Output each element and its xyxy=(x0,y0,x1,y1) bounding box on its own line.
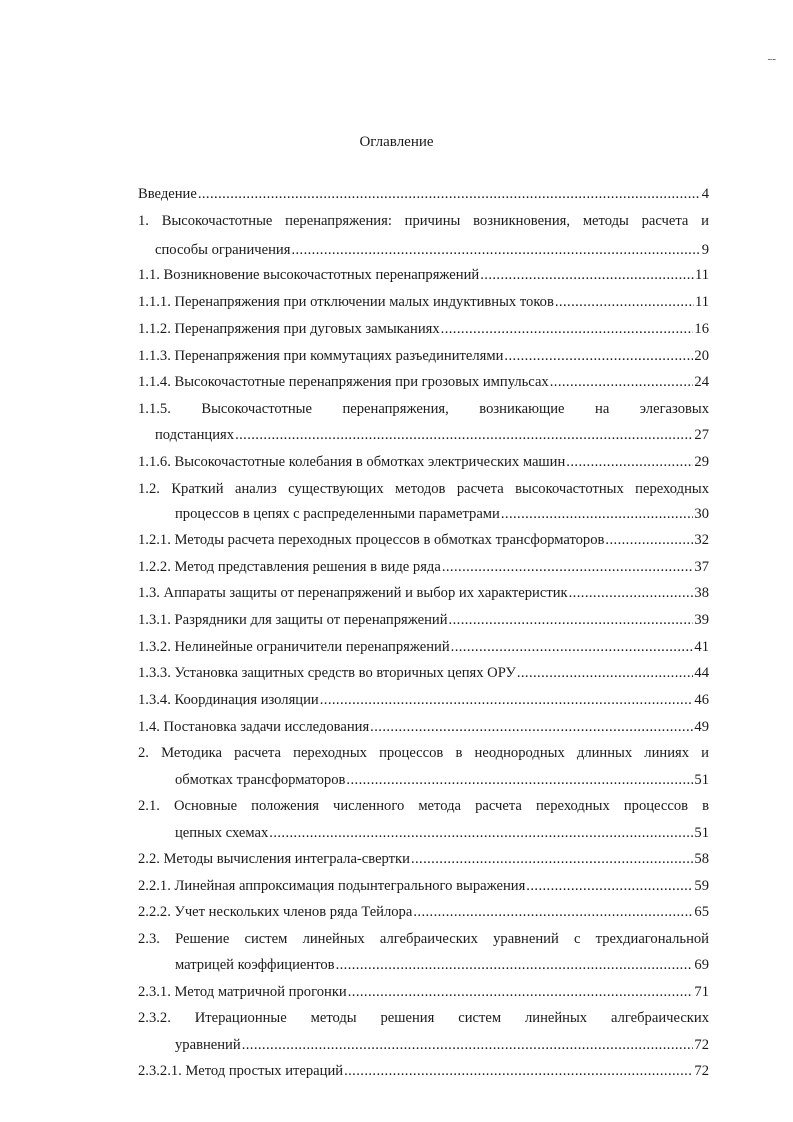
toc-page-number: 72 xyxy=(694,1063,709,1079)
toc-entry-title: матрицей коэффициентов xyxy=(175,957,335,973)
toc-page-number: 51 xyxy=(694,772,709,788)
toc-leader-dots xyxy=(348,983,694,1001)
toc-leader-dots xyxy=(504,347,693,365)
toc-page-number: 11 xyxy=(694,294,709,310)
toc-line xyxy=(138,983,709,1001)
toc-page-number: 29 xyxy=(694,454,709,470)
toc-entry xyxy=(138,453,709,471)
toc-page-number: 4 xyxy=(701,186,709,202)
toc-line xyxy=(155,426,709,444)
toc-entry xyxy=(138,185,709,203)
toc-entry xyxy=(138,320,709,338)
toc-entry xyxy=(138,1062,709,1080)
toc-entry xyxy=(138,611,709,629)
toc-entry-title: 1.3.3. Установка защитных средств во вторичных цепях ОРУ xyxy=(138,665,516,681)
toc-page-number: 24 xyxy=(694,374,709,390)
toc-entry-title: подстанциях xyxy=(155,427,235,443)
toc-line xyxy=(138,373,709,391)
toc-entry-first-line xyxy=(138,212,709,230)
toc-page-number: 16 xyxy=(694,321,709,337)
toc-page-number: 65 xyxy=(694,904,709,920)
toc-page-number: 37 xyxy=(694,559,709,575)
toc-leader-dots xyxy=(242,1036,694,1054)
toc-entry-title: 1.3. Аппараты защиты от перенапряжений и выбор их характеристик xyxy=(138,585,568,601)
toc-entry-first-line xyxy=(138,797,709,815)
toc-line xyxy=(138,453,709,471)
toc-entry-title: 1.1.6. Высокочастотные колебания в обмотках электрических машин xyxy=(138,454,566,470)
toc-leader-dots xyxy=(555,293,694,311)
toc-line xyxy=(138,584,709,602)
toc-entry xyxy=(175,505,709,523)
toc-entry xyxy=(138,877,709,895)
toc-entry xyxy=(138,638,709,656)
toc-line xyxy=(138,850,709,868)
toc-entry-title: способы ограничения xyxy=(155,242,291,258)
toc-line xyxy=(138,611,709,629)
toc-entry xyxy=(138,718,709,736)
toc-page-number: 9 xyxy=(701,242,709,258)
toc-page-number: 59 xyxy=(694,878,709,894)
toc-page-number: 32 xyxy=(694,532,709,548)
toc-line xyxy=(138,320,709,338)
toc-entry xyxy=(138,293,709,311)
toc-line xyxy=(175,505,709,523)
toc-leader-dots xyxy=(320,691,694,709)
toc-leader-dots xyxy=(449,611,694,629)
toc-entry-title: 1.3.2. Нелинейные ограничители перенапряжений xyxy=(138,639,450,655)
toc-leader-dots xyxy=(605,531,693,549)
toc-leader-dots xyxy=(566,453,693,471)
toc-entry xyxy=(155,426,709,444)
toc-page-number: 69 xyxy=(694,957,709,973)
toc-entry xyxy=(138,664,709,682)
toc-leader-dots xyxy=(411,850,693,868)
toc-leader-dots xyxy=(413,903,693,921)
toc-leader-dots xyxy=(235,426,693,444)
toc-page-number: 58 xyxy=(694,851,709,867)
toc-entry-title: 1.4. Постановка задачи исследования xyxy=(138,719,370,735)
toc-line xyxy=(138,691,709,709)
toc-entry-title: 2.1. Основные положения численного метода расчета переходных процессов в xyxy=(138,798,709,814)
toc-entry xyxy=(175,956,709,974)
toc-entry-title: 1.1. Возникновение высокочастотных перенапряжений xyxy=(138,267,480,283)
toc-entry xyxy=(138,558,709,576)
toc-entry xyxy=(138,584,709,602)
toc-leader-dots xyxy=(198,185,701,203)
toc-entry-title: 2.3.2.1. Метод простых итераций xyxy=(138,1063,344,1079)
toc-entry-title: 1.2. Краткий анализ существующих методов расчета высокочастотных переходных xyxy=(138,481,709,497)
toc-entry xyxy=(138,531,709,549)
toc-leader-dots xyxy=(569,584,694,602)
toc-leader-dots xyxy=(336,956,694,974)
toc-line xyxy=(138,664,709,682)
toc-leader-dots xyxy=(526,877,693,895)
toc-entry-title: 2.3. Решение систем линейных алгебраических уравнений с трехдиагональной xyxy=(138,931,709,947)
toc-entry xyxy=(138,691,709,709)
toc-entry-title: 1.1.3. Перенапряжения при коммутациях разъединителями xyxy=(138,348,504,364)
toc-leader-dots xyxy=(370,718,693,736)
toc-entry-title: 2.3.1. Метод матричной прогонки xyxy=(138,984,347,1000)
toc-entry-first-line xyxy=(138,930,709,948)
toc-leader-dots xyxy=(442,558,694,576)
toc-leader-dots xyxy=(480,266,694,284)
toc-line xyxy=(138,558,709,576)
toc-entry-title: 1.3.4. Координация изоляции xyxy=(138,692,319,708)
toc-entry-title: Введение xyxy=(138,186,197,202)
toc-entry xyxy=(138,266,709,284)
toc-leader-dots xyxy=(517,664,694,682)
toc-entry-title: 1.1.4. Высокочастотные перенапряжения при грозовых импульсах xyxy=(138,374,549,390)
toc-page-number: 46 xyxy=(694,692,709,708)
toc-leader-dots xyxy=(550,373,694,391)
toc-leader-dots xyxy=(451,638,694,656)
toc-page-number: 39 xyxy=(694,612,709,628)
toc-entry-title: 2. Методика расчета переходных процессов в неоднородных длинных линиях и xyxy=(138,745,709,761)
toc-entry xyxy=(175,1036,709,1054)
toc-entry xyxy=(138,903,709,921)
toc-entry-first-line xyxy=(138,480,709,498)
toc-entry-title: 2.2. Методы вычисления интеграла-свертки xyxy=(138,851,410,867)
toc-line xyxy=(138,266,709,284)
toc-entry xyxy=(138,347,709,365)
toc-leader-dots xyxy=(291,241,700,259)
toc-line xyxy=(138,347,709,365)
toc-entry-title: 2.2.2. Учет нескольких членов ряда Тейлора xyxy=(138,904,413,920)
toc-line xyxy=(138,718,709,736)
toc-entry-title: 2.2.1. Линейная аппроксимация подынтегрального выражения xyxy=(138,878,526,894)
toc-entry xyxy=(138,983,709,1001)
toc-entry-title: 1.2.2. Метод представления решения в виде ряда xyxy=(138,559,441,575)
toc-page-number: 38 xyxy=(694,585,709,601)
toc-entry xyxy=(175,771,709,789)
toc-page-number: 71 xyxy=(694,984,709,1000)
toc-page-number: 49 xyxy=(694,719,709,735)
toc-entry-first-line xyxy=(138,744,709,762)
toc-leader-dots xyxy=(346,771,693,789)
toc-page-number: 51 xyxy=(694,825,709,841)
toc-leader-dots xyxy=(441,320,694,338)
toc-line xyxy=(138,638,709,656)
toc-entry xyxy=(138,373,709,391)
toc-entry-title: 1.3.1. Разрядники для защиты от перенапряжений xyxy=(138,612,448,628)
toc-line xyxy=(175,771,709,789)
toc-page-number: 20 xyxy=(694,348,709,364)
toc-line xyxy=(175,956,709,974)
toc-line xyxy=(175,824,709,842)
toc-entry xyxy=(138,850,709,868)
toc-line xyxy=(138,1062,709,1080)
toc-leader-dots xyxy=(344,1062,693,1080)
toc-line xyxy=(138,293,709,311)
toc-line xyxy=(155,241,709,259)
toc-leader-dots xyxy=(501,505,694,523)
toc-entry-title: 2.3.2. Итерационные методы решения систем линейных алгебраических xyxy=(138,1010,709,1026)
toc-page-number: 41 xyxy=(694,639,709,655)
page-title: Оглавление xyxy=(359,134,434,150)
toc-line xyxy=(138,877,709,895)
toc-entry-title: процессов в цепях с распределенными параметрами xyxy=(175,506,500,522)
toc-line xyxy=(175,1036,709,1054)
toc-entry-first-line xyxy=(138,400,709,418)
toc-entry-title: 1.1.1. Перенапряжения при отключении малых индуктивных токов xyxy=(138,294,554,310)
toc-entry xyxy=(155,241,709,259)
toc-entry-title: 1.1.2. Перенапряжения при дуговых замыканиях xyxy=(138,321,440,337)
toc-leader-dots xyxy=(269,824,693,842)
toc-entry-title: 1.1.5. Высокочастотные перенапряжения, возникающие на элегазовых xyxy=(138,401,709,417)
toc-page-number: 30 xyxy=(694,506,709,522)
toc-page-number: 11 xyxy=(694,267,709,283)
toc-entry xyxy=(175,824,709,842)
toc-entry-title: цепных схемах xyxy=(175,825,269,841)
toc-page-number: 27 xyxy=(694,427,709,443)
toc-page-number: 72 xyxy=(694,1037,709,1053)
toc-line xyxy=(138,531,709,549)
toc-entry-title: уравнений xyxy=(175,1037,241,1053)
toc-page-number: 44 xyxy=(694,665,709,681)
toc-line xyxy=(138,903,709,921)
toc-entry-title: 1. Высокочастотные перенапряжения: причины возникновения, методы расчета и xyxy=(138,213,709,229)
toc-entry-title: 1.2.1. Методы расчета переходных процессов в обмотках трансформаторов xyxy=(138,532,605,548)
scan-mark: ـ.ـ xyxy=(768,52,776,62)
toc-entry-first-line xyxy=(138,1009,709,1027)
toc-line xyxy=(138,185,709,203)
toc-entry-title: обмотках трансформаторов xyxy=(175,772,346,788)
